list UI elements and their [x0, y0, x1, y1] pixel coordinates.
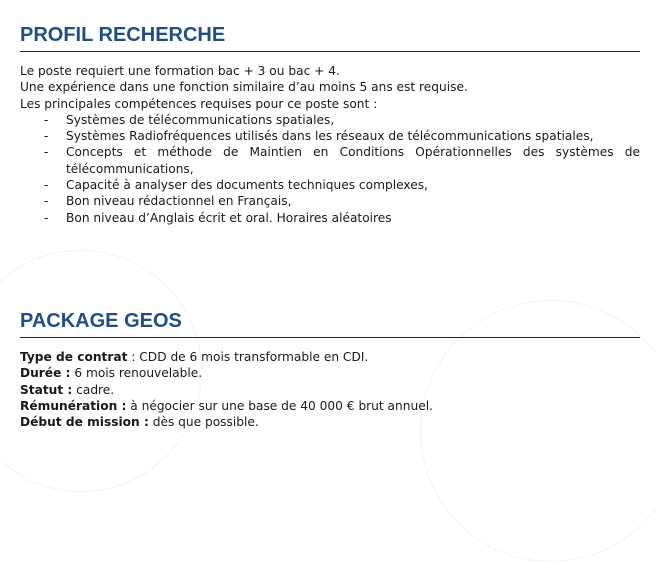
list-item [20, 177, 640, 193]
package-heading: PACKAGE GEOS [20, 308, 640, 338]
list-item [20, 193, 640, 209]
list-item-text: Capacité à analyser des documents techniques complexes, [66, 178, 428, 193]
bullet-dash: - [44, 178, 49, 193]
bullet-dash: - [44, 112, 49, 127]
list-item [20, 112, 640, 128]
row-value: CDD de 6 mois transformable en CDI. [139, 350, 369, 364]
intro-line: Les principales compétences requises pour ce poste sont : [20, 96, 378, 111]
row-value: dès que possible. [152, 415, 259, 430]
row-value: à négocier sur une base de 40 000 € brut annuel. [130, 398, 433, 413]
bullet-dash: - [44, 129, 49, 144]
competences-list [20, 112, 640, 226]
list-item-text: Concepts et méthode de Maintien en Conditions Opérationnelles des systèmes de télécommunications, [66, 145, 640, 176]
row-label: Statut : [20, 382, 73, 397]
row-label: Rémunération : [20, 398, 127, 413]
bullet-dash: - [44, 194, 49, 209]
package-row [20, 414, 640, 430]
list-item-text: Bon niveau rédactionnel en Français, [66, 194, 292, 209]
row-sep: : [127, 350, 140, 364]
profil-heading: PROFIL RECHERCHE [20, 22, 640, 52]
package-row [20, 365, 640, 381]
bullet-dash: - [44, 145, 49, 160]
package-row [20, 398, 640, 414]
list-item-text: Systèmes Radiofréquences utilisés dans les réseaux de télécommunications spatiales, [66, 129, 594, 144]
intro-line: Une expérience dans une fonction similaire d’au moins 5 ans est requise. [20, 80, 468, 95]
row-value: cadre. [76, 382, 115, 397]
list-item [20, 210, 640, 226]
profil-body [20, 63, 640, 226]
list-item-text: Systèmes de télécommunications spatiales, [66, 112, 335, 127]
package-row [20, 349, 640, 365]
package-row [20, 382, 640, 398]
intro-line: Le poste requiert une formation bac + 3 ou bac + 4. [20, 64, 340, 78]
list-item [20, 144, 640, 177]
row-label: Durée : [20, 366, 71, 381]
profil-section [20, 22, 640, 226]
package-body [20, 349, 640, 430]
list-item [20, 128, 640, 144]
package-section [20, 308, 640, 430]
row-label: Début de mission : [20, 415, 149, 430]
bullet-dash: - [44, 210, 49, 225]
row-value: 6 mois renouvelable. [74, 366, 203, 381]
list-item-text: Bon niveau d’Anglais écrit et oral. Horaires aléatoires [66, 210, 392, 225]
row-label: Type de contrat [20, 350, 128, 364]
